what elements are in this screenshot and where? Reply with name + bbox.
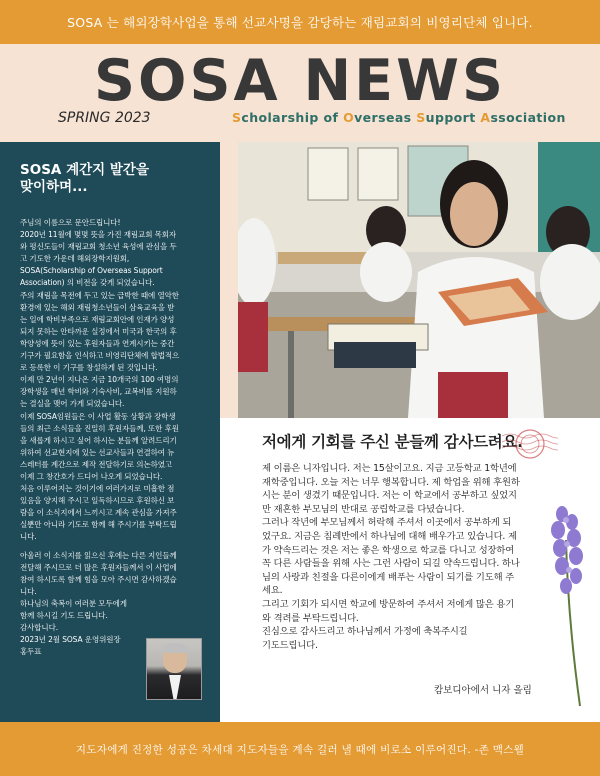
editorial-line: 위하여 선교현지에 있는 선교사들과 연결하여 뉴 — [20, 447, 175, 457]
letter-line: 꼭 다른 사람들을 위해 사는 그런 사람이 되길 약속드립니다. 하나 — [262, 558, 520, 570]
editorial-line: 홍두표 — [20, 647, 42, 657]
editorial-line: 스레터를 계간으로 제작 전달하기로 의논하였고 — [20, 459, 173, 469]
editorial-line: 되지 못하는 안타까운 실정에서 미국과 한국의 후 — [20, 326, 177, 336]
newsletter-title: SOSA NEWS — [93, 48, 507, 114]
editorial-line: 2020년 11월에 몇몇 뜻을 가진 재림교회 목회자 — [20, 230, 177, 240]
editorial-line: 참여 하시도록 함께 힘을 모아 주시면 감사하겠습 — [20, 574, 177, 584]
editorial-line: 전달해 주시므로 더 많은 후원자들께서 이 사업에 — [20, 562, 177, 572]
editorial-line: 주님의 이름으로 문안드립니다! — [20, 218, 121, 227]
editorial-line: SOSA(Scholarship of Overseas Support — [20, 266, 163, 276]
letter-line: 진심으로 감사드리고 하나님께서 가정에 축복주시길 — [262, 626, 468, 638]
editorial-line: 와 평신도들이 재림교회 청소년 육성에 관심을 두 — [20, 242, 177, 252]
hero-photo-illustration — [238, 142, 600, 418]
editorial-line: 들의 최근 소식들을 진밀히 후원자들께, 또한 후원 — [20, 423, 179, 433]
top-banner — [0, 0, 600, 44]
footer-banner — [0, 722, 600, 776]
student-letter — [220, 418, 600, 722]
editorial-line: 학양성에 뜻이 있는 후원자들과 연계시키는 중간 — [20, 338, 175, 348]
subtitle-rest: verseas — [354, 110, 417, 125]
editorial-line: 기구가 필요함을 인식하고 비영리단체에 합법적으 — [20, 351, 180, 361]
letter-body — [262, 462, 562, 652]
editorial-line: 이제 만 2년이 지나온 지금 10개국의 100 여명의 — [20, 375, 179, 385]
smiling-student-in-classroom-photo — [238, 142, 600, 418]
footer-quote: 지도자에게 진정한 성공은 차세대 지도자들을 계속 길러 낼 때에 비로소 이루어진다. -존 맥스웰 — [75, 743, 525, 756]
letter-line: 었구요. 지금은 침례반에서 하나님에 대해 배우가고 있습니다. 제 — [262, 530, 517, 542]
editorial-line: Association) 의 비전을 갖게 되었습니다. — [20, 278, 155, 288]
editorial-line: 아울러 이 소식지를 읽으신 후에는 다른 지인들께 — [20, 550, 177, 560]
editorial-line: 람을 이 소식지에서 느끼시고 계속 관심을 가져주 — [20, 508, 177, 518]
editorial-body — [20, 217, 208, 658]
letter-title: 저에게 기회를 주신 분들께 감사드려요. — [262, 433, 523, 451]
editorial-line: 함께 하시길 기도 드립니다. — [20, 611, 108, 620]
lavender-sprig-icon — [536, 500, 596, 710]
subtitle-rest: upport — [425, 110, 481, 125]
editorial-line: 2023년 2월 SOSA 운영위원장 — [20, 635, 121, 645]
letter-line: 재학중입니다. 오늘 저는 너무 행복합니다. 제 학업을 위해 후원하 — [262, 476, 520, 488]
editorial-line: 을 새롭게 하시고 싶어 하시는 분들께 알려드리기 — [20, 435, 177, 445]
letter-line: 기도드립니다. — [262, 639, 318, 651]
subtitle-cap: S — [232, 110, 242, 125]
editorial-line: 주의 재림을 목전에 두고 있는 급박한 때에 열악한 — [20, 290, 179, 300]
issue-label: SPRING 2023 — [58, 110, 151, 126]
organization-full-name — [232, 110, 566, 125]
postal-stamp-icon — [502, 426, 558, 462]
letter-line: 시는 분이 생겼기 때문입니다. 저는 이 학교에서 공부하고 싶었지 — [262, 490, 517, 502]
letter-line: 만 재혼한 부모님의 반대로 공립학교를 다녔습니다. — [262, 503, 465, 515]
masthead — [0, 44, 600, 140]
editorial-heading-line: 맞이하며... — [20, 179, 88, 195]
editorial-line: 는 일에 학비부족으로 재림교회안에 인재가 양성 — [20, 314, 175, 324]
editorial-line: 로 등록한 이 기구를 창설하게 된 것입니다. — [20, 363, 158, 373]
portrait-shirt — [169, 675, 181, 700]
letter-line: 가 약속드리는 것은 저는 좋은 학생으로 학교를 다니고 성장하여 — [262, 544, 515, 556]
editorial-line: 고 기도한 가운데 해외장학지원회, — [20, 254, 130, 264]
portrait-hair — [162, 643, 188, 653]
letter-line: 님의 사랑과 친절을 다른이에게 배푸는 사람이 되기를 기도해 주 — [262, 571, 515, 583]
editorial-line: 하나님의 축복이 여러분 모두에게 — [20, 598, 127, 608]
subtitle-rest: ssociation — [490, 110, 566, 125]
editorial-line: 이제 SOSA임원들은 이 사업 활동 상황과 장학생 — [20, 411, 176, 421]
editorial-line: 는 결실을 맺어 가게 되었습니다. — [20, 399, 125, 409]
editorial-line: 장학생을 매년 학비와 기숙사비, 교복비를 지원하 — [20, 387, 177, 397]
editorial-line: 니다. — [20, 586, 37, 596]
editorial-line: 감사합니다. — [20, 623, 59, 633]
banner-text: SOSA 는 해외장학사업을 통해 선교사명을 감당하는 재림교회의 비영리단체 입니다. — [67, 15, 533, 30]
subtitle-cap: O — [343, 110, 355, 125]
editorial-line: 있음을 양지해 주시고 일독하시므로 후원하신 보 — [20, 496, 175, 506]
subtitle-rest: cholarship of — [241, 110, 344, 125]
editorial-line: 실뿐만 아니라 기도로 함께 해 주시기를 부탁드립 — [20, 520, 177, 530]
letter-line: 제 이름은 니자입니다. 저는 15살이고요. 지금 고등학교 1학년에 — [262, 463, 517, 474]
editorial-line: 처음 이루어지는 것이기에 여러가지로 미흡한 점 — [20, 484, 175, 494]
letter-line: 그리고 기회가 되시면 학교에 방문하여 주셔서 저에게 많은 용기 — [262, 598, 515, 610]
editorial-line: 니다. — [20, 532, 37, 542]
chairman-portrait-photo — [146, 638, 202, 700]
editorial-line: 이제 그 창간호가 드디어 나오게 되었습니다. — [20, 471, 163, 481]
editorial-sidebar — [0, 142, 220, 722]
editorial-heading-line: SOSA 계간지 발간을 — [20, 162, 150, 178]
letter-signature: 캄보디아에서 니자 올림 — [434, 685, 532, 696]
letter-line: 그러나 작년에 부모님께서 허락해 주셔서 이곳에서 공부하게 되 — [262, 517, 512, 529]
letter-line: 세요. — [262, 585, 283, 597]
subtitle-cap: A — [480, 110, 491, 125]
subtitle-cap: S — [416, 110, 426, 125]
editorial-line: 환경에 있는 해외 재림청소년들이 삼육교육을 받 — [20, 302, 175, 312]
editorial-heading — [20, 162, 208, 196]
letter-line: 와 격려를 부탁드립니다. — [262, 612, 359, 624]
